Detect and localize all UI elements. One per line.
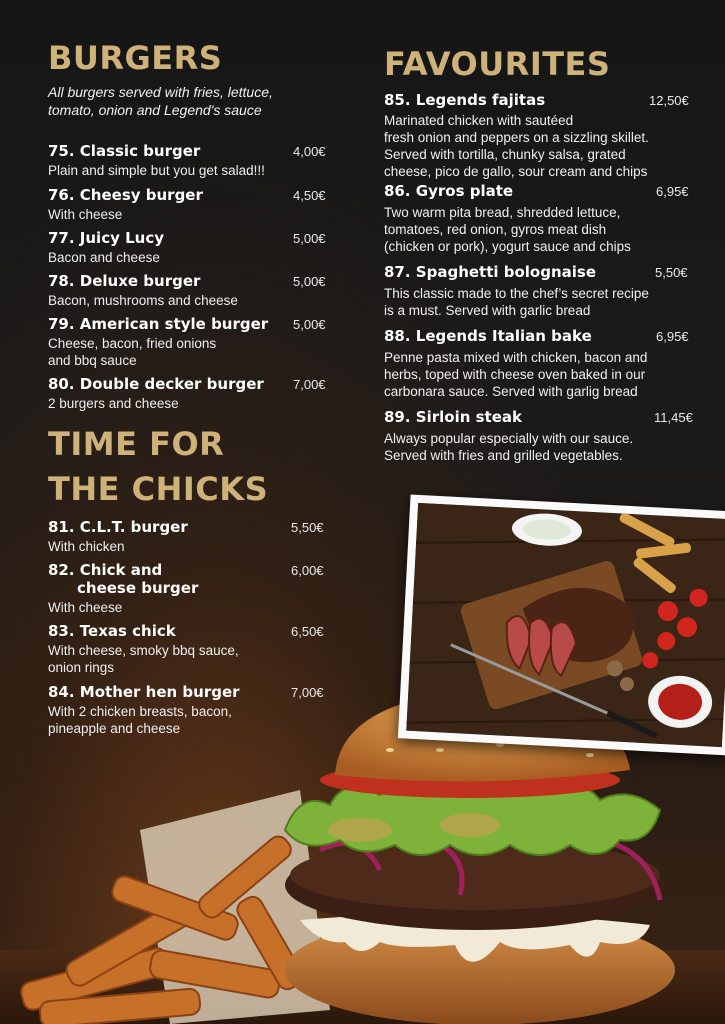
item-desc: 2 burgers and cheese [48,396,179,411]
item-desc: Penne pasta mixed with chicken, bacon and [384,350,648,365]
item-price: 7,00€ [293,377,326,392]
chicks-heading-line-1: TIME FOR [48,425,225,463]
item-desc: Served with fries and grilled vegetables. [384,448,623,463]
item-name: 84. Mother hen burger [48,683,240,701]
item-desc: Bacon, mushrooms and cheese [48,293,238,308]
item-name: 83. Texas chick [48,622,176,640]
item-price: 6,00€ [291,563,324,578]
item-desc: Bacon and cheese [48,250,160,265]
item-price: 5,50€ [291,520,324,535]
steak-plate-photo [398,494,725,755]
item-desc: is a must. Served with garlic bread [384,303,591,318]
item-price: 5,00€ [293,317,326,332]
item-name: 86. Gyros plate [384,182,514,200]
item-name: 82. Chick and [48,561,163,579]
item-price: 4,00€ [293,144,326,159]
item-name: 89. Sirloin steak [384,408,522,426]
item-desc: carbonara sauce. Served with garlig bread [384,384,638,399]
item-desc: Two warm pita bread, shredded lettuce, [384,205,621,220]
item-name: 85. Legends fajitas [384,91,546,109]
item-desc: tomatoes, red onion, gyros meat dish [384,222,607,237]
item-name: 81. C.L.T. burger [48,518,188,536]
item-desc: (chicken or pork), yogurt sauce and chips [384,239,631,254]
burgers-intro-line: All burgers served with fries, lettuce, [48,84,273,100]
item-desc: Marinated chicken with sautéed [384,113,574,128]
item-desc: fresh onion and peppers on a sizzling skillet. [384,130,649,145]
item-name: 79. American style burger [48,315,269,333]
item-desc: herbs, toped with cheese oven baked in our [384,367,646,382]
item-desc: Cheese, bacon, fried onions [48,336,217,351]
burgers-intro [48,83,273,119]
item-price: 7,00€ [291,685,324,700]
item-desc: With chicken [48,539,125,554]
item-price: 6,50€ [291,624,324,639]
item-desc: Served with tortilla, chunky salsa, grated [384,147,626,162]
item-desc: and bbq sauce [48,353,137,368]
item-price: 4,50€ [293,188,326,203]
item-name: 80. Double decker burger [48,375,264,393]
item-price: 5,00€ [293,274,326,289]
item-name: 75. Classic burger [48,142,201,160]
burgers-intro-line: tomato, onion and Legend's sauce [48,102,262,118]
item-name: 87. Spaghetti bolognaise [384,263,597,281]
item-price: 12,50€ [649,93,689,108]
item-price: 5,50€ [655,265,688,280]
item-desc: onion rings [48,660,115,675]
item-name-continued: cheese burger [77,579,199,597]
item-price: 5,00€ [293,231,326,246]
item-price: 11,45€ [654,410,693,425]
item-name: 76. Cheesy burger [48,186,203,204]
item-desc: With 2 chicken breasts, bacon, [48,704,232,719]
item-desc: Plain and simple but you get salad!!! [48,163,265,178]
favourites-heading: FAVOURITES [384,45,611,83]
item-price: 6,95€ [656,329,689,344]
chicks-heading-line-2: THE CHICKS [48,470,269,508]
item-name: 88. Legends Italian bake [384,327,592,345]
item-price: 6,95€ [656,184,689,199]
item-desc: With cheese [48,600,123,615]
item-name: 77. Juicy Lucy [48,229,164,247]
item-desc: pineapple and cheese [48,721,181,736]
item-desc: cheese, pico de gallo, sour cream and chips [384,164,648,179]
burgers-heading: BURGERS [48,39,223,77]
item-name: 78. Deluxe burger [48,272,201,290]
item-desc: Always popular especially with our sauce. [384,431,634,446]
item-desc: With cheese, smoky bbq sauce, [48,643,239,658]
item-desc: This classic made to the chef’s secret recipe [384,286,649,301]
item-desc: With cheese [48,207,123,222]
